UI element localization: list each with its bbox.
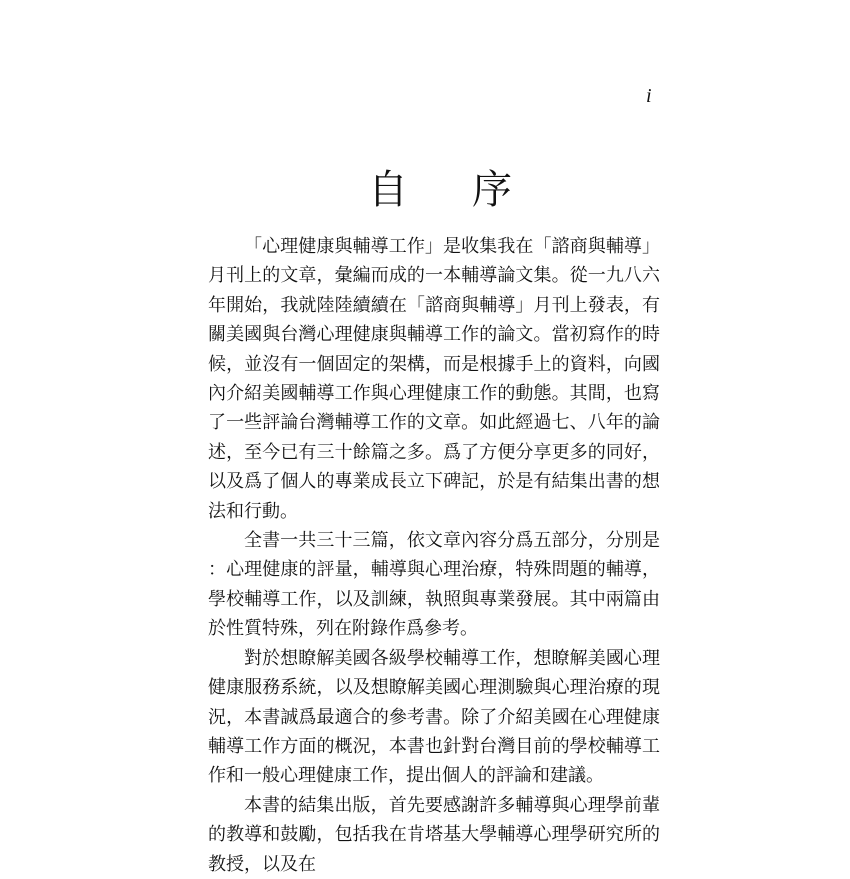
paragraph-4: 本書的結集出版，首先要感謝許多輔導與心理學前輩的教導和鼓勵，包括我在肯塔基大學輔導心理學研究所的教授，以及在	[208, 794, 660, 875]
preface-body	[208, 232, 660, 879]
paragraph-3: 對於想瞭解美國各級學校輔導工作，想瞭解美國心理健康服務系統，以及想瞭解美國心理測驗與心理治療的現況，本書誠爲最適合的參考書。除了介紹美國在心理健康輔導工作方面的概況，本書也針對台灣目前的學校輔導工作和一般心理健康工作，提出個人的評論和建議。	[208, 647, 660, 787]
paragraph-2: 全書一共三十三篇，依文章內容分爲五部分，分別是：心理健康的評量，輔導與心理治療，特殊問題的輔導，學校輔導工作，以及訓練，執照與專業發展。其中兩篇由於性質特殊，列在附錄作爲參考。	[208, 530, 660, 640]
paragraph-1: 「心理健康與輔導工作」是收集我在「諮商與輔導」月刊上的文章，彙編而成的一本輔導論文集。從一九八六年開始，我就陸陸續續在「諮商與輔導」月刊上發表，有關美國與台灣心理健康與輔導工作的論文。當初寫作的時候，並沒有一個固定的架構，而是根據手上的資料，向國內介紹美國輔導工作與心理健康工作的動態。其間，也寫了一些評論台灣輔導工作的文章。如此經過七、八年的論述，至今已有三十餘篇之多。爲了方便分享更多的同好，以及爲了個人的專業成長立下碑記，於是有結集出書的想法和行動。	[208, 236, 660, 522]
title-char-1: 自	[368, 167, 408, 213]
page-number: i	[646, 85, 652, 107]
page-title	[366, 166, 514, 214]
title-char-2: 序	[472, 167, 512, 213]
